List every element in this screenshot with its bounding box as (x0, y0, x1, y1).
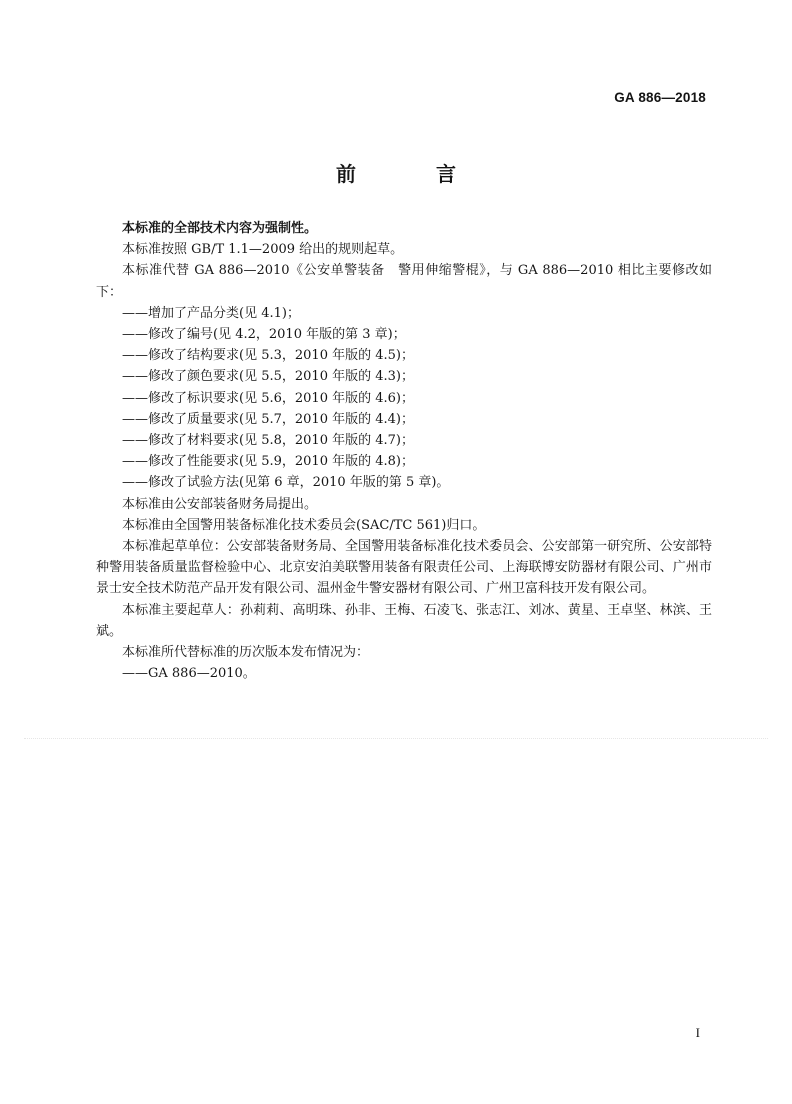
drafting-rules-paragraph: 本标准按照 GB/T 1.1—2009 给出的规则起草。 (122, 242, 404, 258)
history-intro-paragraph: 本标准所代替标准的历次版本发布情况为： (122, 645, 370, 661)
list-item: ——修改了编号(见 4.2，2010 年版的第 3 章)； (122, 327, 406, 343)
replacement-paragraph: 本标准代替 GA 886—2010《公安单警装备 警用伸缩警棍》，与 GA 886—2010 相比主要修改如下： (96, 263, 712, 300)
scan-artifact-rule (24, 738, 768, 739)
list-item: ——修改了结构要求(见 5.3，2010 年版的 4.5)； (122, 348, 414, 364)
list-item: ——修改了标识要求(见 5.6，2010 年版的 4.6)； (122, 390, 414, 406)
list-item: ——修改了颜色要求(见 5.5，2010 年版的 4.3)； (122, 369, 414, 385)
list-item: ——修改了材料要求(见 5.8，2010 年版的 4.7)； (122, 433, 414, 449)
drafters-paragraph: 本标准主要起草人：孙莉莉、高明珠、孙非、王梅、石凌飞、张志江、刘冰、黄星、王卓坚、林滨、王斌。 (96, 602, 712, 639)
mandatory-statement: 本标准的全部技术内容为强制性。 (122, 221, 318, 236)
page-number: I (695, 1025, 700, 1040)
changes-list (96, 303, 712, 494)
list-item: ——修改了试验方法(见第 6 章，2010 年版的第 5 章)。 (122, 475, 450, 491)
proposer-paragraph: 本标准由公安部装备财务局提出。 (122, 496, 318, 512)
standard-code: GA 886—2018 (614, 90, 706, 105)
list-item: ——增加了产品分类(见 4.1)； (122, 305, 300, 321)
list-item: ——修改了质量要求(见 5.7，2010 年版的 4.4)； (122, 411, 414, 427)
foreword-body (96, 218, 712, 684)
committee-paragraph: 本标准由全国警用装备标准化技术委员会(SAC/TC 561)归口。 (122, 517, 486, 533)
list-item: ——修改了性能要求(见 5.9，2010 年版的 4.8)； (122, 454, 414, 470)
drafting-units-paragraph: 本标准起草单位：公安部装备财务局、全国警用装备标准化技术委员会、公安部第一研究所、公安部特种警用装备质量监督检验中心、北京安泊美联警用装备有限责任公司、上海联博安防器材有限公司、广州市景士安全技术防范产品开发有限公司、温州金牛警安器材有限公司、广州卫富科技开发有限公司。 (96, 539, 712, 597)
page-title: 前 言 (336, 162, 486, 186)
history-item: ——GA 886—2010。 (122, 666, 256, 682)
